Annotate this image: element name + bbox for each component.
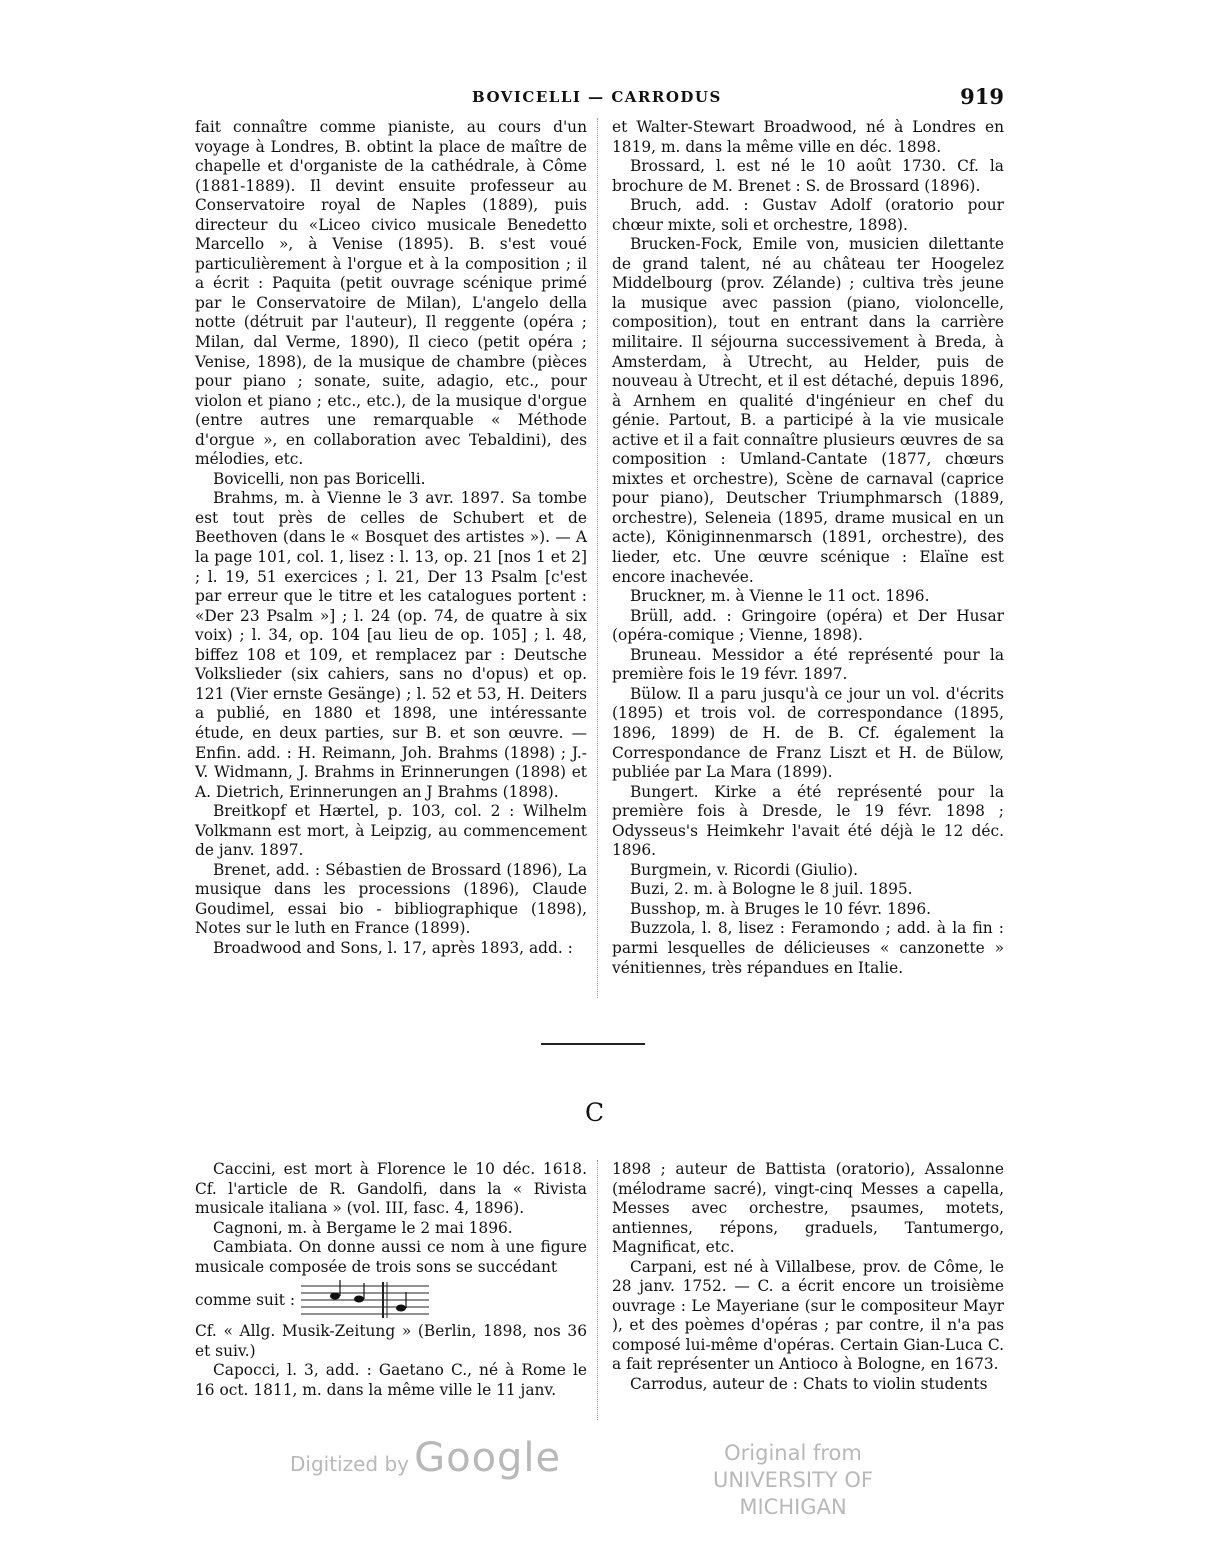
original-from-text: Original from <box>724 1441 862 1465</box>
entry-capocci: Capocci, l. 3, add. : Gaetano C., né à Rome le 16 oct. 1811, m. dans la même ville le 11 janv. <box>195 1361 587 1399</box>
entry-cagnoni: Cagnoni, m. à Bergame le 2 mai 1896. <box>213 1218 513 1237</box>
entry-broadwood-continuation: et Walter-Stewart Broadwood, né à Londres en 1819, m. dans la même ville en déc. 1898. <box>612 118 1004 156</box>
entry-broadwood: Broadwood and Sons, l. 17, après 1893, add. : <box>213 938 573 957</box>
entry-burgmein: Burgmein, v. Ricordi (Giulio). <box>630 860 858 879</box>
entry-breitkopf: Breitkopf et Hærtel, p. 103, col. 2 : Wilhelm Volkmann est mort, à Leipzig, au commencement de janv. 1897. <box>195 802 587 860</box>
entry-carpani: Carpani, est né à Villalbese, prov. de Côme, le 28 janv. 1752. — C. a écrit encore un troisième ouvrage : Le Mayeriane (sur le compositeur Mayr ), et des poèmes d'opéras ; par contre, il n'a pas composé lui-même d'opéras. Certain Gian-Luca C. a fait représenter un Antioco à Bologne, en 1673. <box>612 1257 1004 1374</box>
entry-cambiata-reference: Cf. « Allg. Musik-Zeitung » (Berlin, 1898, nos 36 et suiv.) <box>195 1322 587 1360</box>
google-logo: Google <box>414 1435 562 1481</box>
digitized-by-google-watermark <box>290 1435 561 1481</box>
comme-suit-label: comme suit : <box>195 1290 296 1309</box>
column-separator <box>597 118 602 998</box>
column-left-top <box>195 118 587 959</box>
running-head: BOVICELLI — CARRODUS <box>472 88 722 106</box>
university-text: UNIVERSITY OF MICHIGAN <box>713 1468 873 1519</box>
column-right-bottom <box>612 1160 1004 1395</box>
entry-bungert: Bungert. Kirke a été représenté pour la première fois à Dresde, le 19 févr. 1898 ; Odysseus's Heimkehr l'avait été déjà le 12 déc. 1896. <box>612 782 1004 860</box>
column-left-bottom <box>195 1160 587 1400</box>
entry-brahms: Brahms, m. à Vienne le 3 avr. 1897. Sa tombe est tout près de celles de Schubert et de Beethoven (dans le « Bosquet des artistes »). — A la page 101, col. 1, lisez : l. 13, op. 21 [nos 1 et 2] ; l. 19, 51 exercices ; l. 21, Der 13 Psalm [c'est par erreur que le titre et les catalogues portent : «Der 23 Psalm »] ; l. 24 (op. 74, de quatre à six voix) ; l. 34, op. 104 [au lieu de op. 105] ; l. 48, biffez 108 et 109, et remplacez par : Deutsche Volkslieder (six cahiers, sans no d'opus) et op. 121 (Vier ernste Gesänge) ; l. 52 et 53, H. Deiters a publié, en 1880 et 1898, une intéressante étude, en deux parties, sur B. et son œuvre. — Enfin. add. : H. Reimann, Joh. Brahms (1898) ; J.-V. Widmann, J. Brahms in Erinnerungen (1898) et A. Dietrich, Erinnerungen an J Brahms (1898). <box>195 489 587 801</box>
section-letter: C <box>585 1098 605 1127</box>
music-notation-figure <box>301 1280 431 1320</box>
original-from-watermark <box>668 1440 918 1521</box>
entry-brenet: Brenet, add. : Sébastien de Brossard (1896), La musique dans les processions (1896), Claude Goudimel, essai bio - bibliographique (1898), Notes sur le luth en France (1899). <box>195 860 587 938</box>
entry-capocci-continuation: 1898 ; auteur de Battista (oratorio), Assalonne (mélodrame sacré), vingt-cinq Messes a capella, Messes avec orchestre, psaumes, motets, antiennes, répons, graduels, Tantumergo, Magnificat, etc. <box>612 1160 1004 1257</box>
section-divider-rule <box>541 1043 645 1045</box>
entry-brucken-fock: Brucken-Fock, Emile von, musicien dilettante de grand talent, né au château ter Hoogelez Middelbourg (prov. Zélande) ; cultiva très jeune la musique avec passion (piano, violoncelle, composition), tout en entrant dans la carrière militaire. Il séjourna successivement à Breda, à Amsterdam, à Utrecht, au Helder, puis de nouveau à Utrecht, et il est détaché, depuis 1896, à Arnhem en qualité d'ingénieur en chef du génie. Partout, B. a participé à la vie musicale active et il a fait connaître plusieurs œuvres de sa composition : Umland-Cantate (1877, chœurs mixtes et orchestre), Scène de carnaval (caprice pour piano), Deutscher Triumphmarsch (1889, orchestre), Seleneia (1895, drame musical en un acte), Königinnenmarsch (1891, orchestre), des lieder, etc. Une œuvre scénique : Elaïne est encore inachevée. <box>612 235 1004 586</box>
entry-bruckner: Bruckner, m. à Vienne le 11 oct. 1896. <box>630 587 930 606</box>
entry-bossi-continuation: fait connaître comme pianiste, au cours d'un voyage à Londres, B. obtint la place de maître de chapelle et d'organiste de la cathédrale, à Côme (1881-1889). Il devint ensuite professeur au Conservatoire royal de Naples (1889), puis directeur du «Liceo civico musicale Benedetto Marcello », à Venise (1895). B. s'est voué particulièrement à l'orgue et à la composition ; il a écrit : Paquita (petit ouvrage scénique primé par le Conservatoire de Milan), L'angelo della notte (détruit par l'auteur), Il reggente (opéra ; Milan, dal Verme, 1890), Il cieco (petit opéra ; Venise, 1898), de la musique de chambre (pièces pour piano ; sonate, suite, adagio, etc., pour violon et piano ; etc., etc.), de la musique d'orgue (entre autres une remarquable « Méthode d'orgue », en collaboration avec Tebaldini), des mélodies, etc. <box>195 118 587 469</box>
entry-brull: Brüll, add. : Gringoire (opéra) et Der Husar (opéra-comique ; Vienne, 1898). <box>612 606 1004 645</box>
entry-bulow: Bülow. Il a paru jusqu'à ce jour un vol. d'écrits (1895) et trois vol. de correspondance (1895, 1896, 1899) de H. de B. Cf. également la Correspondance de Franz Liszt et H. de Bülow, publiée par La Mara (1899). <box>612 684 1004 782</box>
entry-bruch: Bruch, add. : Gustav Adolf (oratorio pour chœur mixte, soli et orchestre, 1898). <box>612 196 1004 234</box>
page-number: 919 <box>960 84 1004 109</box>
column-separator-bottom <box>597 1160 602 1420</box>
page-header <box>190 84 1010 112</box>
entry-bovicelli: Bovicelli, non pas Boricelli. <box>213 469 426 488</box>
entry-cambiata: Cambiata. On donne aussi ce nom à une figure musicale composée de trois sons se succédant <box>195 1238 587 1276</box>
entry-busshop: Busshop, m. à Bruges le 10 févr. 1896. <box>630 899 932 918</box>
entry-caccini: Caccini, est mort à Florence le 10 déc. 1618. Cf. l'article de R. Gandolfi, dans la « Rivista musicale italiana » (vol. III, fasc. 4, 1896). <box>195 1160 587 1218</box>
digitized-by-text: Digitized by <box>290 1452 409 1476</box>
column-right-top <box>612 118 1004 978</box>
entry-buzzola: Buzzola, l. 8, lisez : Feramondo ; add. à la fin : parmi lesquelles de délicieuses « canzonette » vénitiennes, très répandues en Italie. <box>612 919 1004 977</box>
entry-carrodus: Carrodus, auteur de : Chats to violin students <box>630 1375 988 1394</box>
entry-brossard: Brossard, l. est né le 10 août 1730. Cf. la brochure de M. Brenet : S. de Brossard (1896). <box>612 157 1004 195</box>
entry-buzi: Buzi, 2. m. à Bologne le 8 juil. 1895. <box>630 880 913 899</box>
music-example-row <box>195 1280 587 1320</box>
entry-bruneau: Bruneau. Messidor a été représenté pour la première fois le 19 févr. 1897. <box>612 645 1004 684</box>
